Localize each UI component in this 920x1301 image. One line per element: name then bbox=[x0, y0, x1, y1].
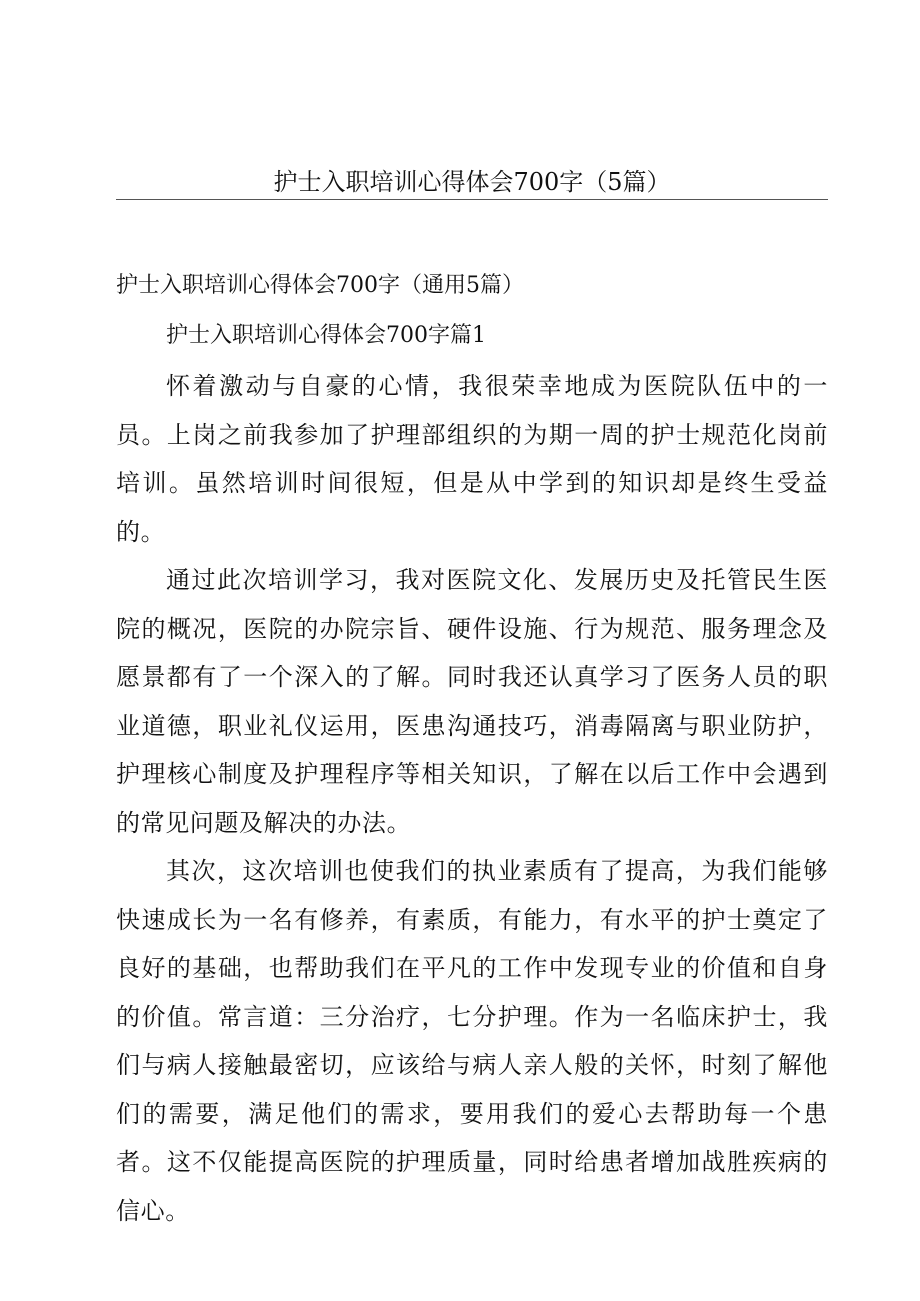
section-heading: 护士入职培训心得体会700字篇1 bbox=[166, 323, 486, 348]
paragraph: 怀着激动与自豪的心情，我很荣幸地成为医院队伍中的一员。上岗之前我参加了护理部组织的为期一周的护士规范化岗前培训。虽然培训时间很短，但是从中学到的知识却是终生受益的。 bbox=[116, 372, 828, 546]
paragraph: 通过此次培训学习，我对医院文化、发展历史及托管民生医院的概况，医院的办院宗旨、硬件设施、行为规范、服务理念及愿景都有了一个深入的了解。同时我还认真学习了医务人员的职业道德，职业礼仪运用，医患沟通技巧，消毒隔离与职业防护，护理核心制度及护理程序等相关知识，了解在以后工作中会遇到的常见问题及解决的办法。 bbox=[116, 566, 828, 837]
title-divider bbox=[116, 199, 828, 200]
article-body bbox=[116, 362, 828, 1235]
paragraph: 其次，这次培训也使我们的执业素质有了提高，为我们能够快速成长为一名有修养，有素质，有能力，有水平的护士奠定了良好的基础，也帮助我们在平凡的工作中发现专业的价值和自身的价值。常言道：三分治疗，七分护理。作为一名临床护士，我们与病人接触最密切，应该给与病人亲人般的关怀，时刻了解他们的需要，满足他们的需求，要用我们的爱心去帮助每一个患者。这不仅能提高医院的护理质量，同时给患者增加战胜疾病的信心。 bbox=[116, 857, 828, 1225]
document-title: 护士入职培训心得体会700字（5篇） bbox=[273, 168, 671, 196]
document-subtitle: 护士入职培训心得体会700字（通用5篇） bbox=[116, 273, 524, 298]
